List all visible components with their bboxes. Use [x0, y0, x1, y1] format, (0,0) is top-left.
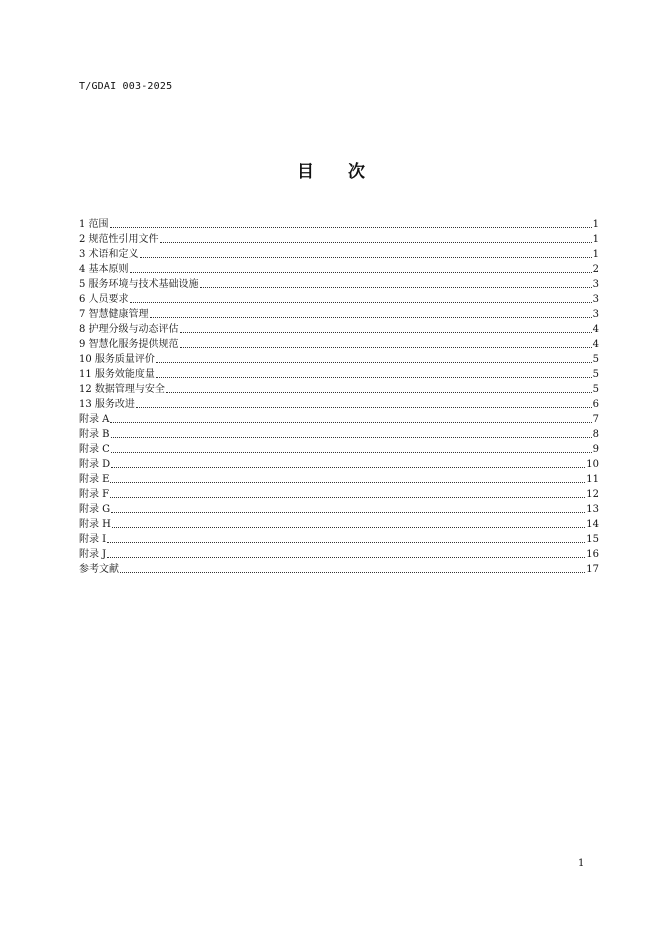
- page-number: 1: [578, 858, 585, 869]
- toc-entry-page: 11: [586, 474, 599, 485]
- toc-entry-label: 8 护理分级与动态评估: [79, 324, 179, 335]
- toc-entry-page: 13: [586, 504, 599, 515]
- toc-entry-label: 11 服务效能度量: [79, 369, 155, 380]
- toc-entry-label: 1 范围: [79, 219, 109, 230]
- toc-entry-label: 附录 H: [79, 519, 111, 530]
- toc-dot-leader: [130, 301, 592, 303]
- toc-entry-page: 1: [592, 234, 599, 245]
- toc-dot-leader: [156, 376, 592, 378]
- toc-entry[interactable]: [79, 367, 599, 382]
- toc-entry-label: 附录 D: [79, 459, 111, 470]
- toc-entry[interactable]: [79, 502, 599, 517]
- toc-dot-leader: [111, 466, 585, 468]
- toc-entry[interactable]: [79, 487, 599, 502]
- toc-entry-label: 参考文献: [79, 564, 119, 575]
- toc-dot-leader: [111, 436, 592, 438]
- toc-entry-page: 5: [592, 369, 599, 380]
- toc-entry-page: 3: [592, 279, 599, 290]
- toc-entry[interactable]: [79, 562, 599, 577]
- toc-entry-page: 1: [592, 249, 599, 260]
- toc-entry[interactable]: [79, 427, 599, 442]
- toc-entry[interactable]: [79, 277, 599, 292]
- toc-entry-page: 7: [592, 414, 599, 425]
- toc-entry-page: 4: [592, 324, 599, 335]
- toc-entry-label: 12 数据管理与安全: [79, 384, 165, 395]
- toc-entry[interactable]: [79, 382, 599, 397]
- toc-dot-leader: [120, 571, 585, 573]
- toc-entry[interactable]: [79, 232, 599, 247]
- toc-entry-label: 附录 B: [79, 429, 110, 440]
- toc-entry-label: 5 服务环境与技术基础设施: [79, 279, 199, 290]
- toc-entry-label: 附录 A: [79, 414, 110, 425]
- toc-dot-leader: [150, 316, 592, 318]
- toc-dot-leader: [110, 226, 592, 228]
- document-code: T/GDAI 003-2025: [79, 81, 173, 92]
- toc-entry-label: 附录 C: [79, 444, 110, 455]
- toc-entry[interactable]: [79, 307, 599, 322]
- toc-dot-leader: [107, 541, 585, 543]
- toc-dot-leader: [112, 526, 585, 528]
- toc-entry[interactable]: [79, 532, 599, 547]
- toc-entry-page: 10: [586, 459, 599, 470]
- toc-dot-leader: [130, 271, 592, 273]
- toc-dot-leader: [140, 256, 592, 258]
- toc-dot-leader: [110, 496, 585, 498]
- toc-entry-page: 9: [592, 444, 599, 455]
- toc-entry-label: 2 规范性引用文件: [79, 234, 159, 245]
- toc-entry-page: 3: [592, 309, 599, 320]
- toc-entry-page: 1: [592, 219, 599, 230]
- toc-entry[interactable]: [79, 517, 599, 532]
- toc-entry[interactable]: [79, 217, 599, 232]
- toc-entry-label: 附录 F: [79, 489, 110, 500]
- toc-entry[interactable]: [79, 472, 599, 487]
- toc-entry[interactable]: [79, 247, 599, 262]
- toc-entry[interactable]: [79, 457, 599, 472]
- toc-entry[interactable]: [79, 547, 599, 562]
- toc-entry-page: 12: [586, 489, 599, 500]
- toc-dot-leader: [166, 391, 592, 393]
- toc-entry-label: 10 服务质量评价: [79, 354, 155, 365]
- toc-entry-label: 附录 J: [79, 549, 107, 560]
- toc-entry-page: 5: [592, 384, 599, 395]
- toc-entry-page: 15: [586, 534, 599, 545]
- toc-entry-page: 14: [586, 519, 599, 530]
- toc-dot-leader: [110, 421, 591, 423]
- toc-entry[interactable]: [79, 412, 599, 427]
- toc-entry-label: 6 人员要求: [79, 294, 129, 305]
- toc-entry-label: 附录 E: [79, 474, 110, 485]
- toc-entry-page: 5: [592, 354, 599, 365]
- toc-title: 目 次: [297, 162, 379, 182]
- toc-entry[interactable]: [79, 262, 599, 277]
- toc-dot-leader: [111, 451, 592, 453]
- toc-dot-leader: [200, 286, 592, 288]
- toc-entry-page: 6: [592, 399, 599, 410]
- toc-dot-leader: [160, 241, 592, 243]
- toc-dot-leader: [156, 361, 592, 363]
- toc-entry-label: 7 智慧健康管理: [79, 309, 149, 320]
- toc-entry-label: 9 智慧化服务提供规范: [79, 339, 179, 350]
- toc-entry[interactable]: [79, 397, 599, 412]
- toc-dot-leader: [180, 331, 592, 333]
- toc-dot-leader: [136, 406, 592, 408]
- toc-entry-page: 4: [592, 339, 599, 350]
- toc-entry-page: 17: [586, 564, 599, 575]
- toc-entry[interactable]: [79, 352, 599, 367]
- toc-entry[interactable]: [79, 322, 599, 337]
- toc-entry[interactable]: [79, 442, 599, 457]
- toc-entry-page: 16: [586, 549, 599, 560]
- toc-dot-leader: [110, 481, 585, 483]
- toc-dot-leader: [180, 346, 592, 348]
- toc-entry-page: 3: [592, 294, 599, 305]
- toc-entry-label: 13 服务改进: [79, 399, 135, 410]
- toc-dot-leader: [111, 511, 585, 513]
- toc-entry[interactable]: [79, 292, 599, 307]
- toc-entry-label: 4 基本原则: [79, 264, 129, 275]
- toc-entry-page: 2: [592, 264, 599, 275]
- toc-entry-label: 附录 G: [79, 504, 111, 515]
- table-of-contents: [79, 217, 599, 577]
- toc-entry[interactable]: [79, 337, 599, 352]
- toc-dot-leader: [107, 556, 585, 558]
- toc-entry-label: 附录 I: [79, 534, 107, 545]
- toc-entry-label: 3 术语和定义: [79, 249, 139, 260]
- toc-entry-page: 8: [592, 429, 599, 440]
